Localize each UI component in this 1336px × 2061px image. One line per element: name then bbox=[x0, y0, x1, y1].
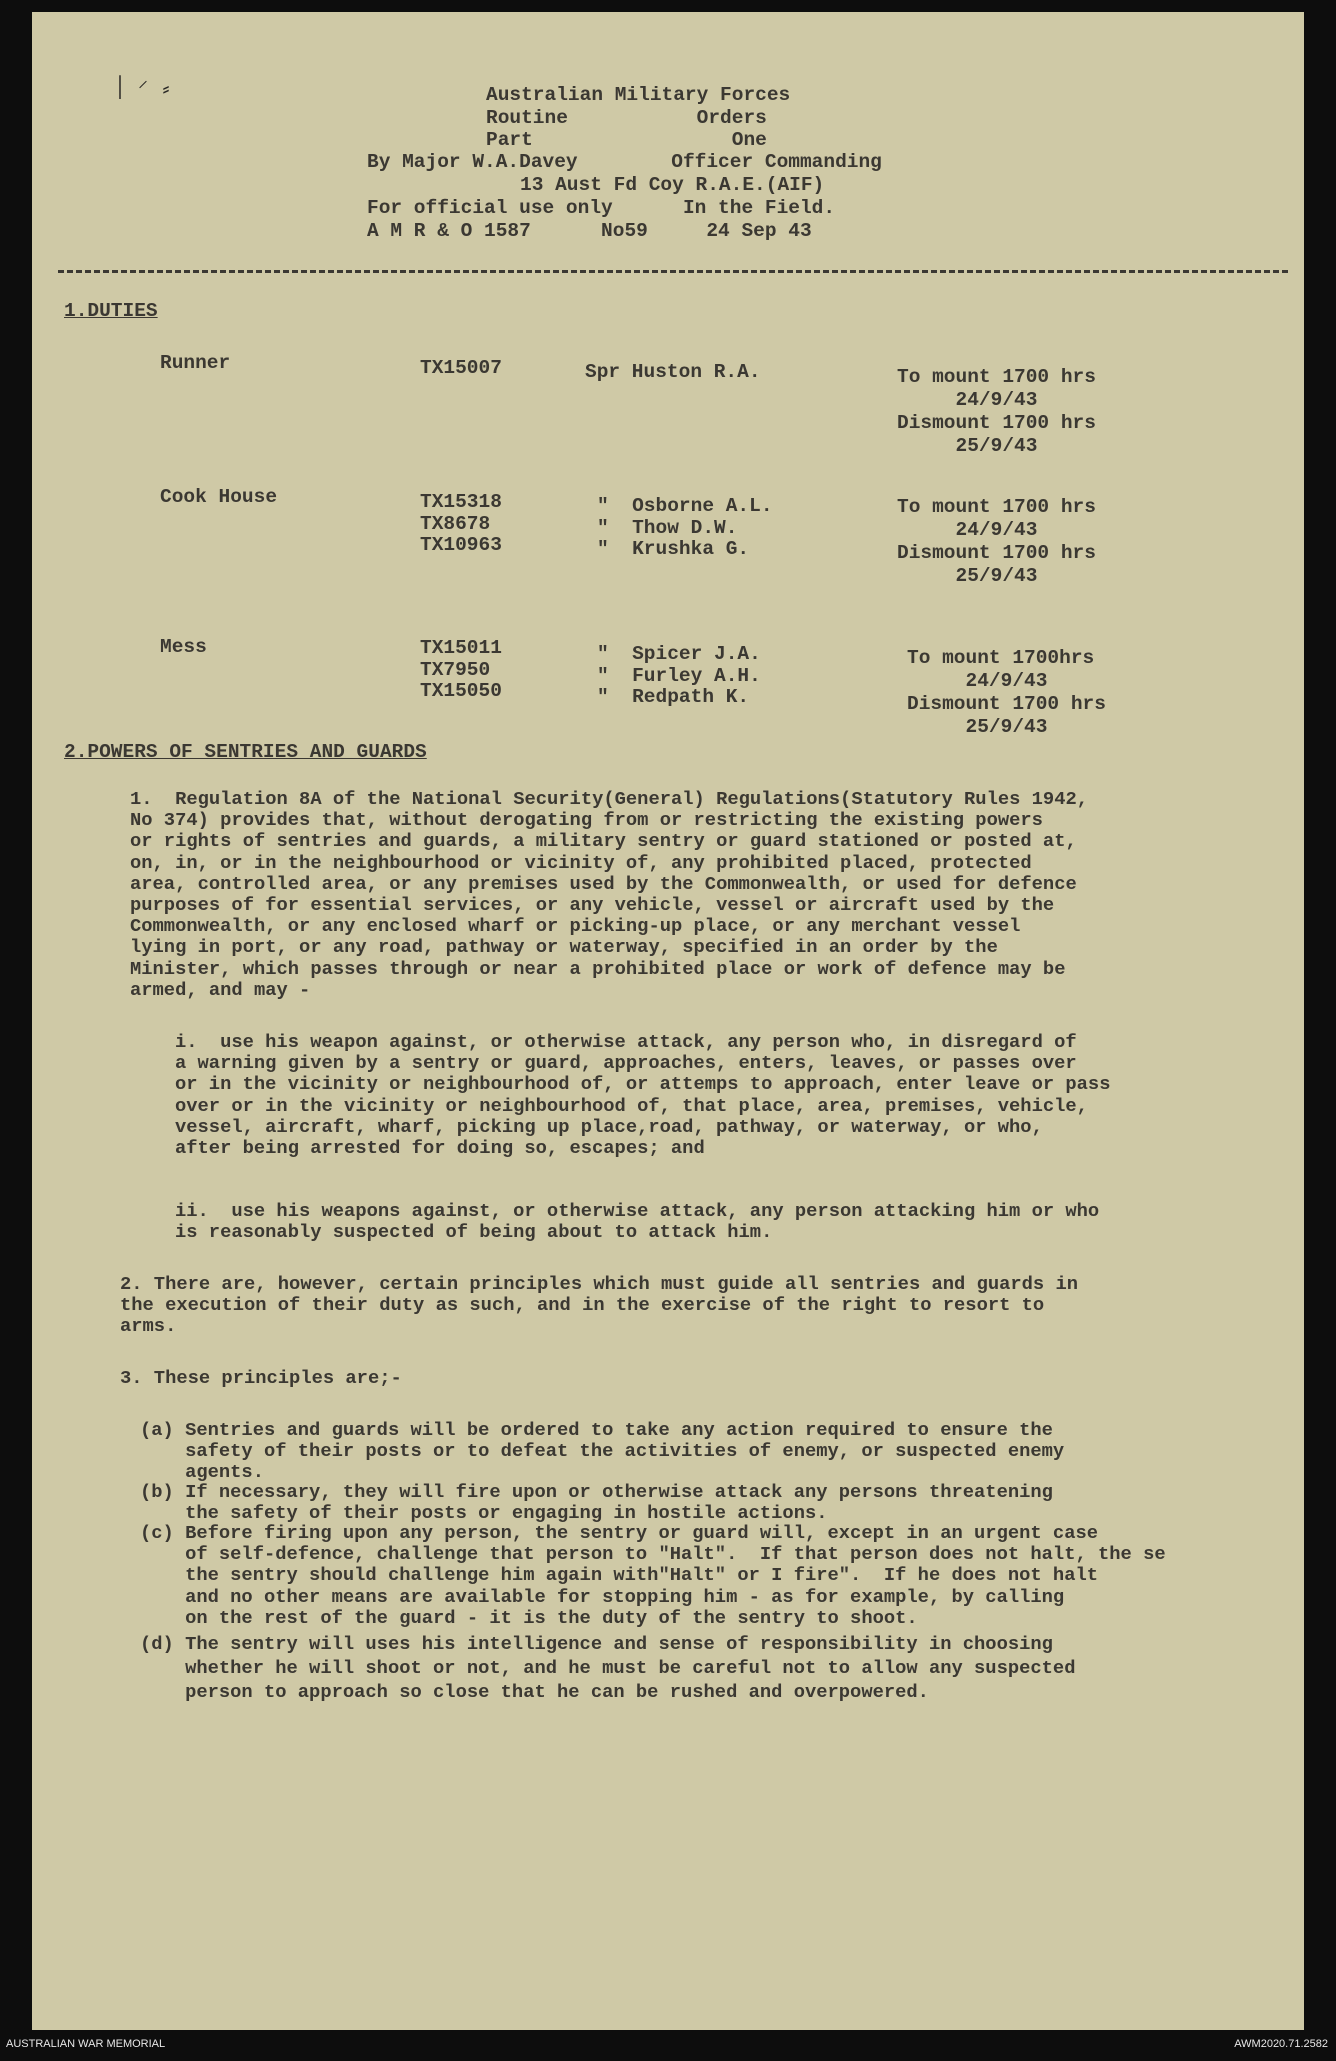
duty-numbers: TX15007 bbox=[420, 357, 502, 379]
regulation-paragraph: 1. Regulation 8A of the National Security(General) Regulations(Statutory Rules 1942, No 374) provides that, without derogating from or restricting the existing powers or rights of sentries and guards, a military sentry or guard stationed or posted at, on, in, or in the neighbourhood or vicinity of, any prohibited placed, protected area, controlled area, or any premises used by the Commonwealth, or used for defence purposes of for essential services, or any vehicle, vessel or aircraft used by the Commonwealth, or any enclosed wharf or picking-up place, or any merchant vessel lying in port, or any road, pathway or waterway, specified in an order by the Minister, which passes through or near a prohibited place or work of defence may be armed, and may - bbox=[130, 788, 1088, 1001]
header-divider bbox=[58, 270, 1288, 273]
power-item-ii: ii. use his weapons against, or otherwise attack, any person attacking him or who is reasonably suspected of being about to attack him. bbox=[175, 1200, 1100, 1244]
header-line-2: Routine Orders bbox=[486, 106, 767, 129]
principle-d: (d) The sentry will uses his intelligence and sense of responsibility in choosing whether he will shoot or not, and he must be careful not to allow any suspected person to approach so close that he can be rushed and overpowered. bbox=[140, 1633, 1076, 1703]
principle-c: (c) Before firing upon any person, the sentry or guard will, except in an urgent case of self-defence, challenge that person to "Halt". If that person does not halt, the se the sentry should challenge him again with"Halt" or I fire". If he does not halt and no other means are available for stopping him - as for example, by calling on the rest of the guard - it is the duty of the sentry to shoot. bbox=[140, 1522, 1166, 1629]
order-header bbox=[486, 84, 790, 152]
header-line-6: For official use only In the Field. bbox=[367, 197, 836, 219]
section-1-title: 1.DUTIES bbox=[64, 300, 158, 322]
order-issuer bbox=[367, 151, 882, 173]
duty-task: Runner bbox=[160, 352, 231, 374]
principle-b: (b) If necessary, they will fire upon or otherwise attack any persons threatening the safety of their posts or engaging in hostile actions. bbox=[140, 1481, 1053, 1525]
principles-heading: 3. These principles are;- bbox=[120, 1367, 402, 1389]
header-line-7: A M R & O 1587 No59 24 Sep 43 bbox=[367, 220, 812, 242]
power-item-i: i. use his weapon against, or otherwise attack, any person who, in disregard of a warning given by a sentry or guard, approaches, enters, leaves, or passes over or in the vicinity or neighbourhood of, or attemps to approach, enter leave or pass over or in the vicinity or neighbourhood of, that place, area, premises, vehicle, vessel, aircraft, wharf, picking up place,road, pathway, or waterway, or who, after being arrested for doing so, escapes; and bbox=[175, 1031, 1111, 1160]
principles-intro: 2. There are, however, certain principles which must guide all sentries and guards in the execution of their duty as such, and in the exercise of the right to resort to arms. bbox=[120, 1273, 1078, 1338]
pen-mark: ׀ ⸍ ⸗ bbox=[114, 79, 173, 102]
duty-time: To mount 1700hrs 24/9/43 Dismount 1700 hrs 25/9/43 bbox=[907, 647, 1106, 738]
duty-time: To mount 1700 hrs 24/9/43 Dismount 1700 hrs 25/9/43 bbox=[897, 496, 1096, 587]
archive-reference: AWM2020.71.2582 bbox=[1234, 2038, 1328, 2050]
header-line-1: Australian Military Forces bbox=[486, 84, 791, 106]
archive-credit: AUSTRALIAN WAR MEMORIAL bbox=[6, 2038, 166, 2050]
duty-numbers: TX15318 TX8678 TX10963 bbox=[420, 491, 502, 556]
header-line-4: By Major W.A.Davey Officer Commanding bbox=[367, 151, 882, 173]
order-classification bbox=[367, 197, 835, 243]
duty-task: Cook House bbox=[160, 486, 278, 508]
section-2-title: 2.POWERS OF SENTRIES AND GUARDS bbox=[64, 741, 427, 763]
principle-a: (a) Sentries and guards will be ordered to take any action required to ensure the safety of their posts or to defeat the activities of enemy, or suspected enemy agents. bbox=[140, 1419, 1065, 1484]
duty-time: To mount 1700 hrs 24/9/43 Dismount 1700 hrs 25/9/43 bbox=[897, 366, 1096, 457]
duty-numbers: TX15011 TX7950 TX15050 bbox=[420, 637, 502, 702]
duty-names: " Spicer J.A. " Furley A.H. " Redpath K. bbox=[597, 643, 761, 708]
duty-task: Mess bbox=[160, 636, 207, 658]
order-unit bbox=[520, 174, 824, 196]
header-line-5: 13 Aust Fd Coy R.A.E.(AIF) bbox=[520, 174, 825, 196]
header-line-3: Part One bbox=[486, 129, 767, 151]
document-page bbox=[32, 12, 1304, 2030]
duty-names: Spr Huston R.A. bbox=[585, 361, 761, 383]
duty-names: " Osborne A.L. " Thow D.W. " Krushka G. bbox=[597, 495, 773, 560]
